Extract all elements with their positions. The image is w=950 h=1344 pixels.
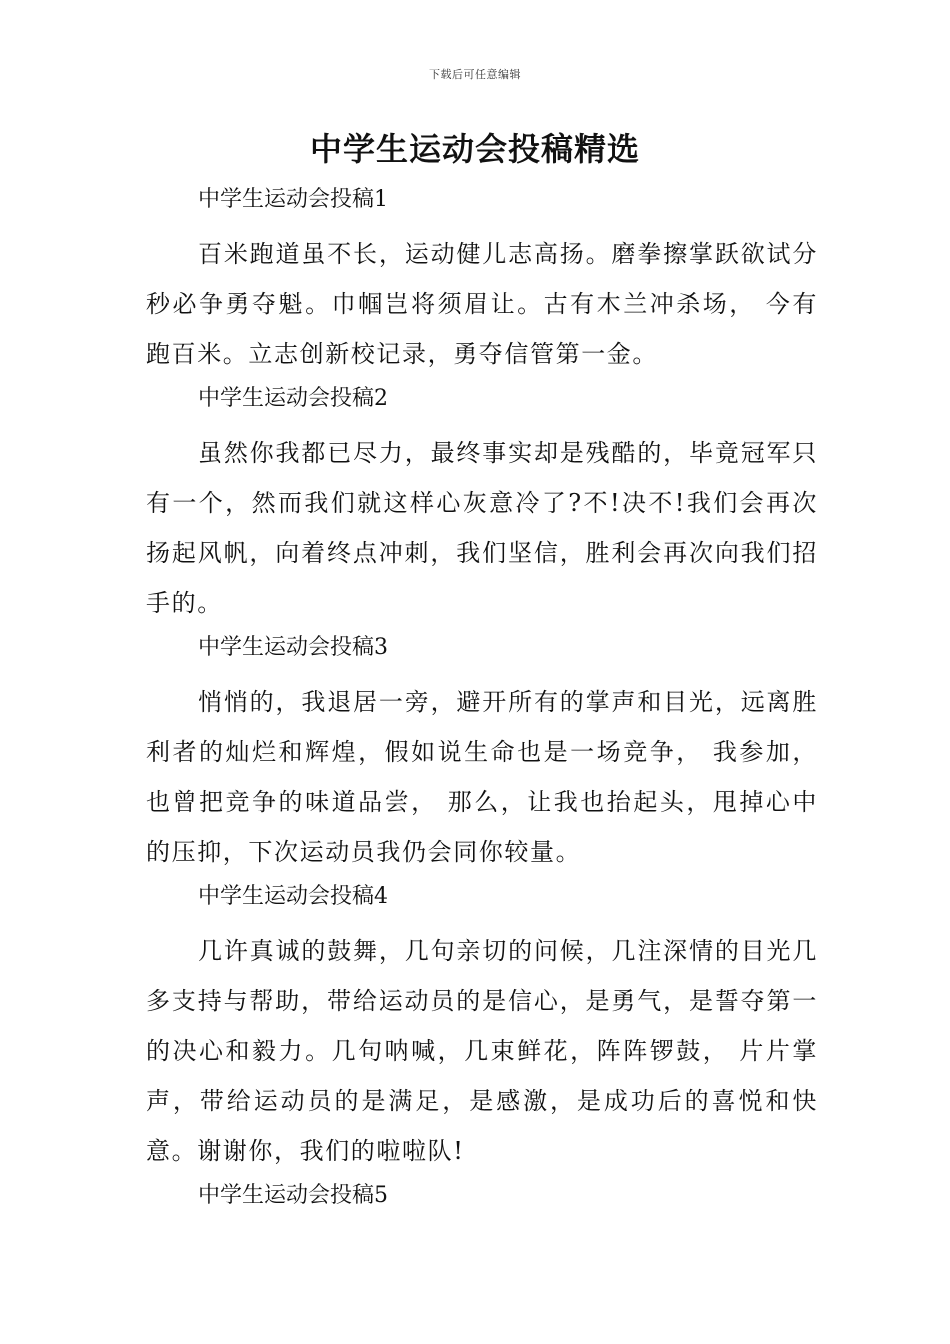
section-2 (146, 379, 818, 628)
section-3 (146, 628, 818, 877)
section-paragraph: 悄悄的，我退居一旁，避开所有的掌声和目光，远离胜利者的灿烂和辉煌，假如说生命也是一场竞争， 我参加，也曾把竞争的味道品尝， 那么，让我也抬起头，甩掉心中的压抑，下次运动员我仍会同你较量。 (146, 688, 818, 866)
header-note: 下载后可任意编辑 (429, 68, 521, 81)
document-title: 中学生运动会投稿精选 (309, 130, 640, 168)
section-paragraph: 百米跑道虽不长，运动健儿志高扬。磨拳擦掌跃欲试分秒必争勇夺魁。巾帼岂将须眉让。古有木兰冲杀场， 今有跑百米。立志创新校记录，勇夺信管第一金。 (146, 240, 818, 368)
document-body (146, 180, 818, 1225)
section-paragraph: 虽然你我都已尽力，最终事实却是残酷的，毕竟冠军只有一个，然而我们就这样心灰意冷了?不!决不!我们会再次扬起风帆，向着终点冲刺，我们坚信，胜利会再次向我们招手的。 (146, 439, 818, 617)
section-heading: 中学生运动会投稿1 (198, 187, 388, 212)
section-5 (146, 1176, 818, 1216)
section-1 (146, 180, 818, 379)
section-heading: 中学生运动会投稿4 (198, 884, 388, 909)
section-4 (146, 877, 818, 1176)
section-heading: 中学生运动会投稿2 (198, 386, 388, 411)
section-paragraph: 几许真诚的鼓舞，几句亲切的问候，几注深情的目光几多支持与帮助，带给运动员的是信心，是勇气，是誓夺第一的决心和毅力。几句呐喊，几束鲜花，阵阵锣鼓， 片片掌声，带给运动员的是满足，是感激，是成功后的喜悦和快意。谢谢你，我们的啦啦队! (146, 937, 818, 1165)
section-heading: 中学生运动会投稿5 (198, 1183, 388, 1208)
section-heading: 中学生运动会投稿3 (198, 635, 388, 660)
